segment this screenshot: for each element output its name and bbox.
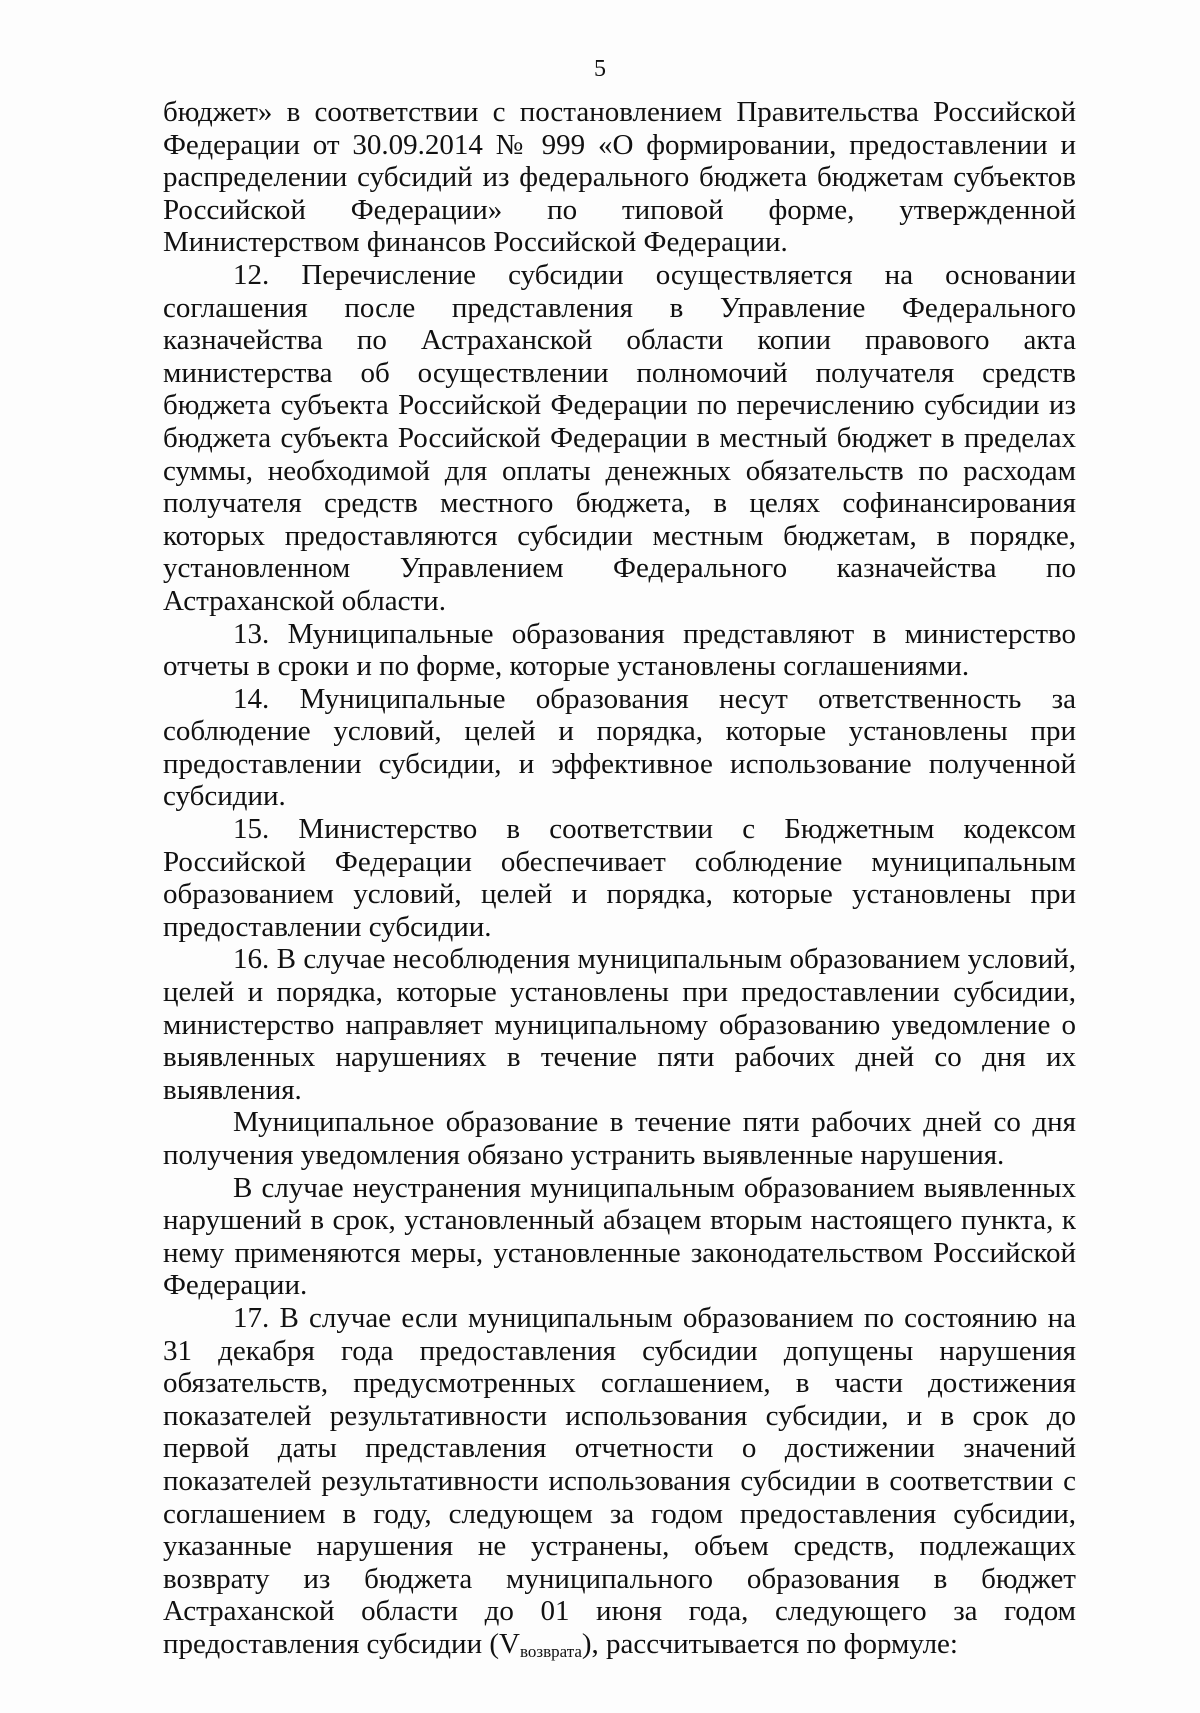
intro-paragraph: бюджет» в соответствии с постановлением Правительства Российской Федерации от 30.09.2014 № 999 «О формировании, предоставлении и распределении субсидий из федерального бюджета бюджетам субъектов Российской Федерации» по типовой форме, утвержденной Министерством финансов Российской Федерации. xyxy=(163,96,1076,259)
document-body xyxy=(163,96,1076,1669)
page-number: 5 xyxy=(594,56,606,82)
paragraph-16: 16. В случае несоблюдения муниципальным образованием условий, целей и порядка, которые установлены при предоставлении субсидии, министерство направляет муниципальному образованию уведомление о выявленных нарушениях в течение пяти рабочих дней со дня их выявления. xyxy=(163,943,1076,1106)
paragraph-17-end: ), рассчитывается по формуле: xyxy=(581,1627,958,1660)
paragraph-16-part-2: Муниципальное образование в течение пяти рабочих дней со дня получения уведомления обязано устранить выявленные нарушения. xyxy=(163,1106,1076,1171)
v-subscript: возврата xyxy=(519,1641,582,1661)
paragraph-14: 14. Муниципальные образования несут ответственность за соблюдение условий, целей и порядка, которые установлены при предоставлении субсидии, и эффективное использование полученной субсидии. xyxy=(163,682,1076,813)
paragraph-13: 13. Муниципальные образования представляют в министерство отчеты в сроки и по форме, которые установлены соглашениями. xyxy=(163,617,1076,683)
paragraph-17-text: 17. В случае если муниципальным образованием по состоянию на 31 декабря года предоставления субсидии допущены нарушения обязательств, предусмотренных соглашением, в части достижения показателей результативности использования субсидии, и в срок до первой даты представления отчетности о достижении значений показателей результативности использования субсидии в соответствии с соглашением в году, следующем за годом предоставления субсидии, указанные нарушения не устранены, объем средств, подлежащих возврату из бюджета муниципального образования в бюджет Астраханской области до 01 июня года, следующего за годом предоставления субсидии (V xyxy=(163,1301,1076,1660)
paragraph-15: 15. Министерство в соответствии с Бюджетным кодексом Российской Федерации обеспечивает соблюдение муниципальным образованием условий, целей и порядка, которые установлены при предоставлении субсидии. xyxy=(163,813,1076,943)
paragraph-12: 12. Перечисление субсидии осуществляется на основании соглашения после представления в Управление Федерального казначейства по Астраханской области копии правового акта министерства об осуществлении полномочий получателя средств бюджета субъекта Российской Федерации по перечислению субсидии из бюджета субъекта Российской Федерации в местный бюджет в пределах суммы, необходимой для оплаты денежных обязательств по расходам получателя средств местного бюджета, в целях софинансирования которых предоставляются субсидии местным бюджетам, в порядке, установленном Управлением Федерального казначейства по Астраханской области. xyxy=(163,258,1076,617)
paragraph-17 xyxy=(163,1302,1076,1669)
paragraph-16-part-3: В случае неустранения муниципальным образованием выявленных нарушений в срок, установленный абзацем вторым настоящего пункта, к нему применяются меры, установленные законодательством Российской Федерации. xyxy=(163,1171,1076,1302)
